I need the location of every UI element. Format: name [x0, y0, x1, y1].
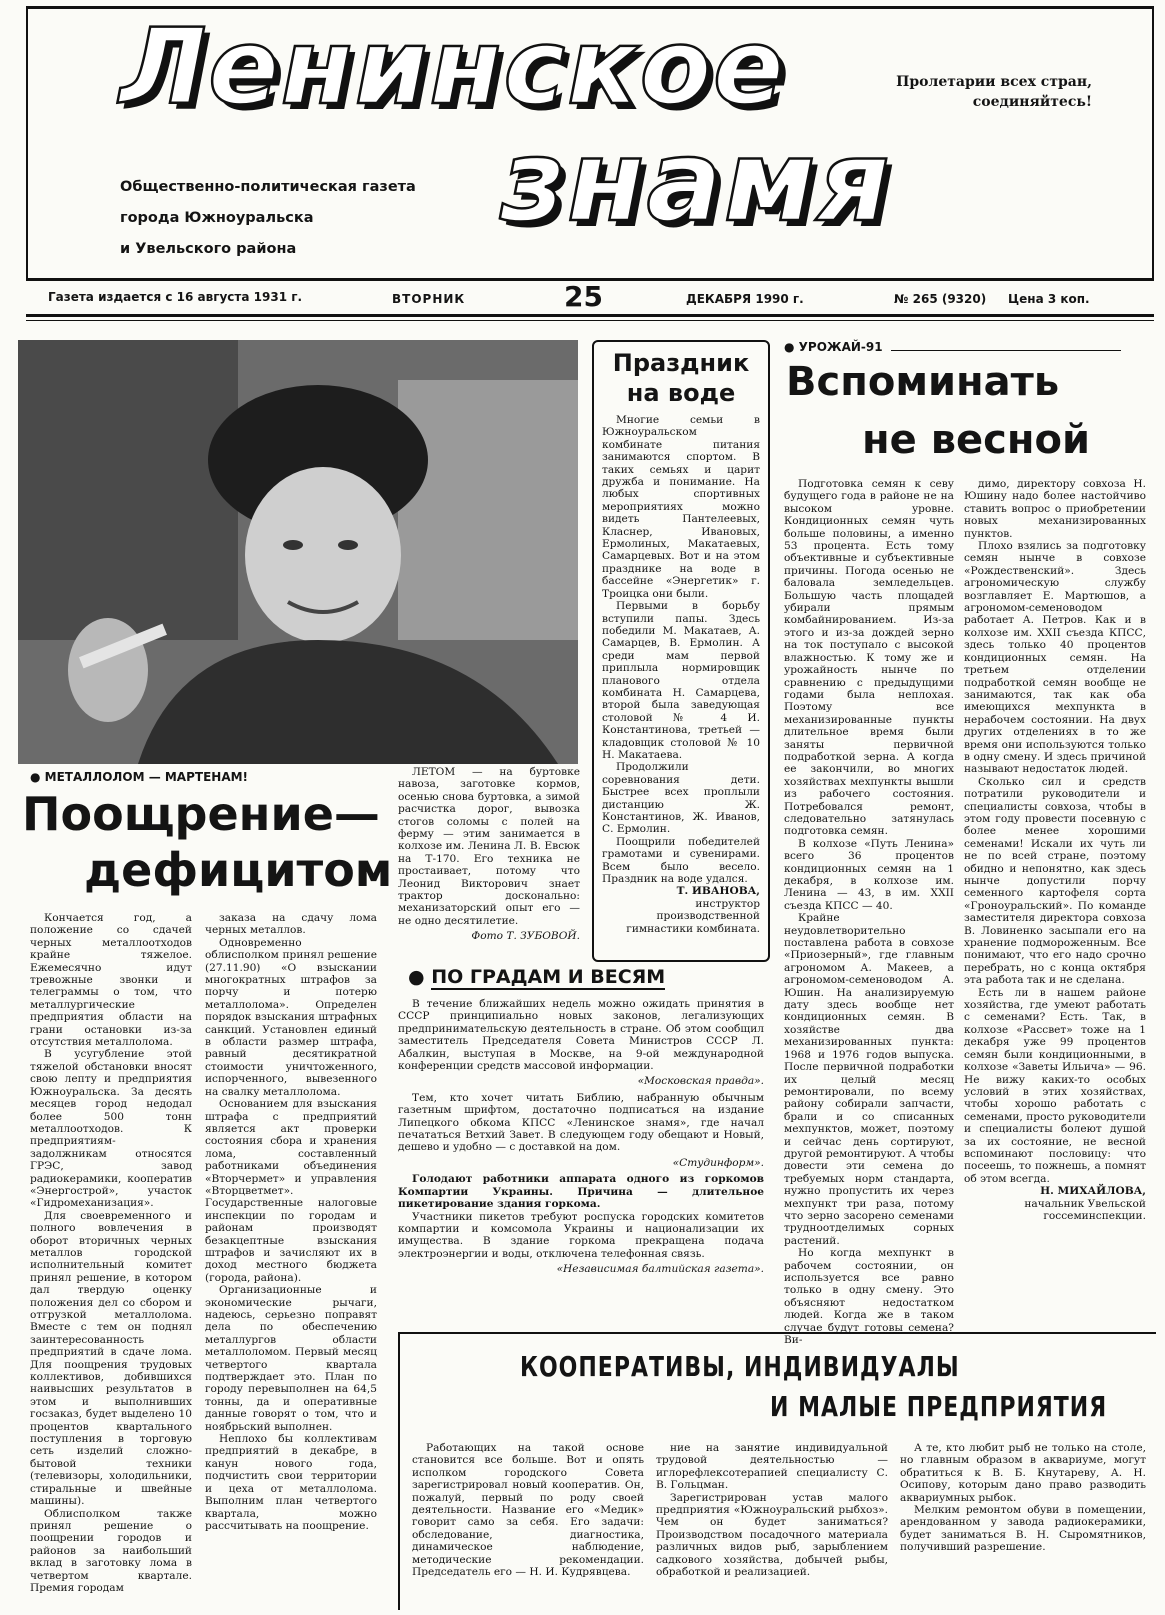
masthead-left-rule: [26, 6, 28, 278]
sport-box: [592, 340, 770, 962]
coop-c1-p1: Работающих на такой основе становится все больше. Вот и опять исполком городского Совета зарегистрировал новый кооператив. Он, пожалуй, первый по роду своей деятельности. Название его «Медик» говорит само за себя. Его задачи: обследование, диагностика, динамическое наблюдение, методические рекомендации. Председатель его — Н. И. Кудрявцева.: [412, 1442, 644, 1579]
metal-c2-p3: Основанием для взыскания штрафа с предприятий является акт проверки состояния сбора и хранения лома, составленный работниками объединения «Вторчермет» и управления «Вторцветмет». Государственные налоговые инспекции по городам и районам производят безакцептные взыскания штрафов и зачисляют их в доход местного бюджета (города, района).: [205, 1098, 377, 1284]
metal-column-2: [205, 912, 377, 1612]
harvest-headline-line2: не весной: [862, 417, 1090, 463]
coop-c2-p2: Зарегистрирован устав малого предприятия «Южноуральский рыбхоз». Чем он будет заниматься? Производством посадочного материала различных видов рыб, зарыблением садкового хозяйства, добычей рыбы, обработкой и реализацией.: [656, 1491, 888, 1579]
dateline-bottom-rule-thin: [26, 320, 1154, 321]
photo-caption-text: ЛЕТОМ — на буртовке навоза, заготовке кормов, осенью снова буртовка, а зимой расчистка дорог, вывозка стогов соломы с полей на ферму — этим занимается в колхозе им. Ленина Л. В. Евсюк на Т-170. Его техника не простаивает, потому что Леонид Викторович знает трактор досконально: механизаторский опыт его — не одно десятилетие.: [398, 766, 580, 927]
coop-column-3: [900, 1442, 1146, 1608]
metal-c2-p4: Организационные и экономические рычаги, надеюсь, серьезно поправят дела по обеспечению металлургов области металлоломом. Первый месяц четвертого квартала подтверждает это. План по городу перевыполнен на 64,5 тонны, да и оперативные данные говорят о том, что и ноябрьский выполнен.: [205, 1284, 377, 1433]
metal-c2-p1: заказа на сдачу лома черных металлов.: [205, 912, 377, 937]
sport-p2: Первыми в борьбу вступили папы. Здесь победили М. Макатаев, А. Самарцев, В. Ермолин. А среди мам первой приплыла нормировщик планового отдела комбината Н. Самарцева, второй была заведующая столовой № 4 И. Константинова, третьей — кладовщик столовой № 10 Н. Макатаева.: [602, 600, 760, 761]
sport-signature: Т. ИВАНОВА,: [676, 885, 760, 898]
harvest-c1-p2: В колхозе «Путь Ленина» всего 36 процентов кондиционных семян на 1 декабря, в колхозе им. Ленина — 43, в им. XXII съезда КПСС — 40.: [784, 837, 954, 912]
dateline-price: Цена 3 коп.: [1008, 292, 1090, 306]
news-item4: Участники пикетов требуют роспуска городских комитетов компартии и комсомола Украины и национализации их имущества. В здание горкома прекращена подача электроэнергии и воды, отключена телефонная связь.: [398, 1210, 764, 1260]
masthead-slogan: [880, 72, 1092, 112]
dateline-issue: № 265 (9320): [894, 292, 987, 306]
harvest-c2-p2: Плохо взялись за подготовку семян нынче в совхозе «Рождественский». Здесь агрономическую службу возглавляет Е. Мартюшов, а агрономом-семеноводом работает А. Петров. Как и в колхозе им. XXII съезда КПСС, здесь только 40 процентов кондиционных семян. На третьем отделении подработкой семян вообще не занимаются, так как оба имеющихся мехпункта в нерабочем состоянии. На двух других отделениях в то же время они используются только в одну смену. И здесь причиной называют недостаток людей.: [964, 540, 1146, 776]
metal-headline-line2: дефицитом: [84, 843, 393, 897]
metal-headline-line1: Поощрение—: [22, 787, 380, 841]
harvest-kicker-text: УРОЖАЙ-91: [798, 340, 883, 354]
news-item3: Голодают работники аппарата одного из горкомов Компартии Украины. Причина — длительное пикетирование здания горкома.: [398, 1173, 764, 1211]
sport-p4: Поощрили победителей грамотами и сувенирами. Всем было весело. Праздник на воде удался.: [602, 835, 760, 886]
slogan-line2: соединяйтесь!: [972, 94, 1092, 110]
news-body: [398, 998, 764, 1318]
photo-tractor-driver: [18, 340, 578, 764]
masthead-title-line1: Ленинское: [120, 6, 786, 128]
masthead-title-line2: знамя: [500, 117, 892, 247]
news-item2-source: «Студинформ».: [672, 1156, 764, 1169]
dateline-weekday: ВТОРНИК: [392, 292, 466, 306]
sport-signature-role: инструктор производственной гимнастики комбината.: [626, 897, 760, 935]
harvest-c2-p4: Есть ли в нашем районе хозяйства, где умеют работать с семенами? Есть. Так, в колхозе «Рассвет» тоже на 1 декабря уже 99 процентов семян были кондиционными, в колхозе «Заветы Ильича» — 96. Не вижу каких-то особых условий в этих хозяйствах, чтобы хорошо работать с семенами, просто руководители и специалисты болеют душой за их состояние, не весной вспоминают пословицу: что посеешь, то пожнешь, а помнят об этом всегда.: [964, 986, 1146, 1185]
news-item1-source: «Московская правда».: [637, 1075, 764, 1088]
masthead-subtitle: [120, 172, 460, 265]
metal-column-1: [30, 912, 192, 1612]
dateline-day: 25: [564, 280, 603, 313]
dateline-since: Газета издается с 16 августа 1931 г.: [48, 290, 303, 304]
news-kicker: ● ПО ГРАДАМ И ВЕСЯМ: [408, 966, 666, 988]
coop-c3-p2: Мелким ремонтом обуви в помещении, арендованном у завода радиокерамики, будет заниматься В. Н. Сыромятников, получивший разрешение.: [900, 1504, 1146, 1554]
metal-c1-p4: Облисполком также принял решение о поощрении городов и районов за наибольший вклад в заготовку лома в четвертом квартале. Премия городам: [30, 1507, 192, 1594]
coop-column-1: [412, 1442, 644, 1608]
dateline-bottom-rule: [26, 314, 1154, 317]
metal-c1-p1: Кончается год, а положение со сдачей черных металлоотходов крайне тяжелое. Ежемесячно идут тревожные звонки и телеграммы о том, что металлургические предприятия области на грани остановки из-за отсутствия металлолома.: [30, 912, 192, 1049]
harvest-c1-p1: Подготовка семян к севу будущего года в районе не на высоком уровне. Кондиционных семян чуть больше половины, а именно 53 процента. Есть тому объективные и субъективные причины. Погода осенью не баловала земледельцев. Большую часть площадей убирали прямым комбайнированием. Из-за этого и из-за дождей зерно на ток поступало с высокой влажностью. К тому же и урожайность нынче по сравнению с предыдущими годами была неплохая. Поэтому все механизированные пункты длительное время были заняты первичной подработкой зерна. А когда ее закончили, во многих хозяйствах мехпункты вышли из рабочего состояния. Потребовался ремонт, следовательно затянулась подготовка семян.: [784, 478, 954, 838]
sport-headline: Праздник на воде: [612, 349, 750, 407]
slogan-line1: Пролетарии всех стран,: [896, 74, 1092, 90]
harvest-c1-p4: Но когда мехпункт в рабочем состоянии, он используется все равно только в одну смену. Это объясняют недостатком людей. Когда же в таком случае будут готовы семена? Ви-: [784, 1247, 954, 1347]
harvest-column-2: [964, 478, 1146, 1328]
coop-headline-line2: И МАЛЫЕ ПРЕДПРИЯТИЯ: [770, 1392, 1108, 1424]
metal-c1-p2: В усугубление этой тяжелой обстановки вносят свою лепту и предприятия Южноуральска. За десять месяцев город недодал более 500 тонн металлоотходов. К предприятиям-задолжникам относятся ГРЭС, завод радиокерамики, кооператив «Энергострой», участок «Гидромеханизация».: [30, 1048, 192, 1210]
harvest-c2-p3: Сколько сил и средств потратили руководители и специалисты совхоза, чтобы в этом году провести посевную с более менее хорошими семенами! Искали их чуть ли не по всей стране, поэтому обидно и непонятно, как здесь нынче допустили порчу семенного картофеля сорта «Гроноуральский». По команде заместителя директора совхоза В. Ловиненко засыпали его на хранение подмороженным. Все понимают, что его надо срочно перебрать, но с конца октября эта работа так и не сделана.: [964, 775, 1146, 987]
news-item1: В течение ближайших недель можно ожидать принятия в СССР принципиально новых законов, легализующих предпринимательскую деятельность в стране. Об этом сообщил заместитель Председателя Совета Министров СССР Л. Абалкин, выступая в Москве, на 9-ой международной конференции средств массовой информации.: [398, 998, 764, 1073]
photo-illustration: [18, 340, 578, 764]
metal-c1-p3: Для своевременного и полного вовлечения в оборот вторичных черных металлов городской исполнительный комитет принял решение, в котором дал твердую оценку положения дел со сбором и отгрузкой металлолома. Вместе с тем он поднял заинтересованность предприятий в сдаче лома. Для поощрения трудовых коллективов, добившихся наивысших результатов в этом и выполнивших госзаказ, будет выделено 10 процентов квартального поступления в торговую сеть изделий сложно-бытовой техники (телевизоры, холодильники, стиральные и швейные машины).: [30, 1209, 192, 1508]
news-item4-source: «Независимая балтийская газета».: [556, 1263, 764, 1276]
coop-column-2: [656, 1442, 888, 1608]
metal-c2-p2: Одновременно облисполком принял решение (27.11.90) «О взыскании многократных штрафов за порчу и потерю металлолома». Определен порядок взыскания штрафных санкций. Установлен единый в области размер штрафа, равный десятикратной стоимости уничтоженного, испорченного, вывезенного на свалку металлолома.: [205, 936, 377, 1098]
harvest-signature: Н. МИХАЙЛОВА,: [1040, 1185, 1146, 1198]
masthead-right-rule: [1152, 6, 1154, 278]
photo-credit: Фото Т. ЗУБОВОЙ.: [471, 930, 580, 943]
harvest-kicker: ● УРОЖАЙ-91: [784, 340, 1154, 354]
metal-kicker: ● МЕТАЛЛОЛОМ — МАРТЕНАМ!: [30, 770, 249, 784]
subtitle-line1: Общественно-политическая газета: [120, 179, 416, 195]
sport-p3: Продолжили соревнования дети. Быстрее всех проплыли дистанцию Ж. Константинов, Ж. Иванов, С. Ермолин.: [602, 761, 760, 836]
metal-kicker-text: МЕТАЛЛОЛОМ — МАРТЕНАМ!: [44, 770, 249, 784]
news-kicker-text: ПО ГРАДАМ И ВЕСЯМ: [431, 966, 666, 988]
harvest-c1-p3: Крайне неудовлетворительно поставлена работа в совхозе «Приозерный», где главным агрономом А. Макеев, а агрономом-семеноводом А. Юшин. На анализируемую дату здесь вообще нет кондиционных семян. В хозяйстве два механизированных пункта: 1968 и 1976 годов выпуска. После первичной подработки их целый месяц ремонтировали, по всему району собирали запчасти, брали и со списанных мехпунктов, может, поэтому и сейчас день сортируют, другой ремонтируют. А чтобы довести эти семена до требуемых норм стандарта, нужно пропустить их через мехпункт три раза, потому что зерно засорено семенами трудноотделимых сорных растений.: [784, 912, 954, 1247]
coop-headline-line1: КООПЕРАТИВЫ, ИНДИВИДУАЛЫ: [520, 1352, 960, 1384]
subtitle-line2: города Южноуральска: [120, 210, 314, 226]
subtitle-line3: и Увельского района: [120, 241, 297, 257]
harvest-column-1: [784, 478, 954, 1347]
sport-body: [602, 414, 760, 935]
metal-c2-p5: Неплохо бы коллективам предприятий в декабре, в канун нового года, подчистить свои территории и цеха от металлолома. Выполним план четвертого квартала, можно рассчитывать на поощрение.: [205, 1433, 377, 1532]
dateline-month-year: ДЕКАБРЯ 1990 г.: [686, 292, 804, 306]
photo-caption-column: [398, 766, 580, 962]
sport-p1: Многие семьи в Южноуральском комбинате питания занимаются спортом. В таких семьях и царит дружба и понимание. На любых спортивных мероприятиях можно видеть Пантелеевых, Класнер, Ивановых, Ермолиных, Макатаевых, Самарцевых. Вот и на этом празднике на воде в бассейне «Энергетик» г. Троицка они были.: [602, 414, 760, 600]
news-item2: Тем, кто хочет читать Библию, набранную обычным газетным шрифтом, достаточно подписаться на издание Липецкого обкома КПСС «Ленинское знамя», где начал печататься Ветхий Завет. В следующем году обещают и Новый, дешево и удобно — с доставкой на дом.: [398, 1091, 764, 1154]
harvest-c2-p1: димо, директору совхоза Н. Юшину надо более настойчиво ставить вопрос о приобретении новых механизированных пунктов.: [964, 478, 1146, 540]
coop-c2-p1: ние на занятие индивидуальной трудовой деятельностью — иглорефлексотерапией специалисту С. В. Гольцман.: [656, 1442, 888, 1492]
coop-c3-p1: А те, кто любит рыб не только на столе, но главным образом в аквариуме, могут обратиться к В. Б. Кнутареву, А. Н. Осипову, которым дано право разводить аквариумных рыбок.: [900, 1442, 1146, 1504]
harvest-signature-role: начальник Увельской госсеминспекции.: [1024, 1197, 1146, 1222]
harvest-headline-line1: Вспоминать: [786, 359, 1060, 405]
